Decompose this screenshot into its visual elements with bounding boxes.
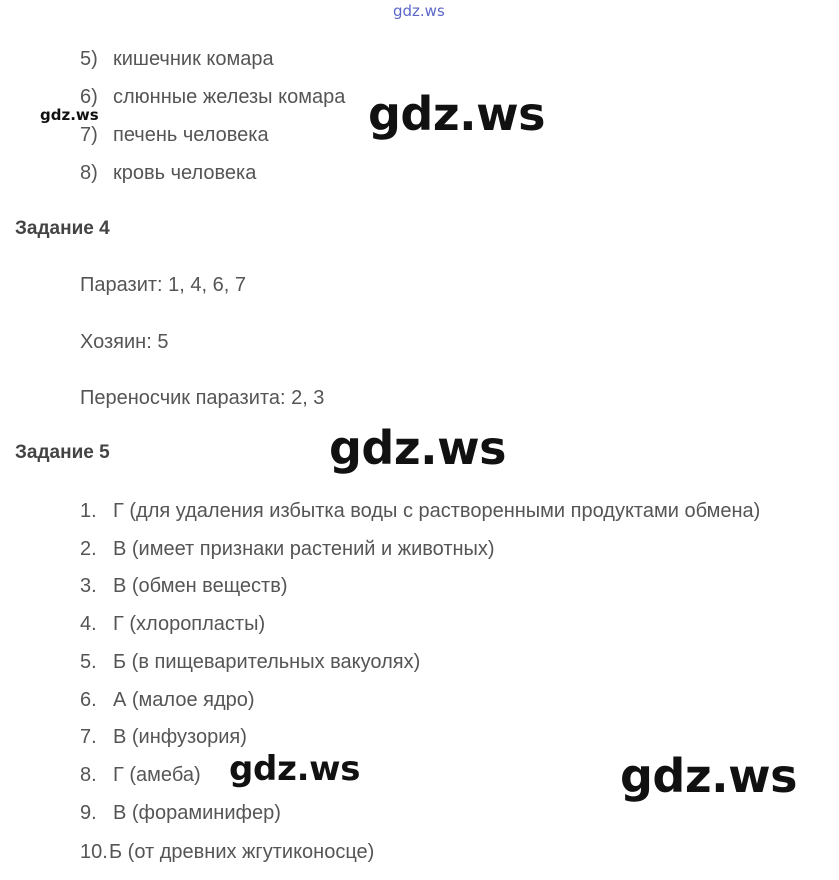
list-item-text: В (инфузория) [113,726,247,748]
list-item [80,85,345,109]
list-item-text: Б (от древних жгутиконосце) [109,841,375,863]
list-item [80,725,247,749]
task4-carrier-line: Переносчик паразита: 2, 3 [80,387,325,409]
list-item-number: 9. [80,802,97,824]
list-item-text: Г (для удаления избытка воды с растворенными продуктами обмена) [113,500,761,522]
list-item-text: слюнные железы комара [113,86,346,108]
list-item-number: 10. [80,841,108,863]
list-item-number: 6. [80,689,97,711]
list-item-number: 8. [80,764,97,786]
list-item-number: 7) [80,124,98,146]
list-item-text: Г (амеба) [113,764,201,786]
list-item [80,612,265,636]
list-item-text: В (обмен веществ) [113,575,288,597]
task4-parasite-line: Паразит: 1, 4, 6, 7 [80,274,246,296]
list-item-text: В (фораминифер) [113,802,281,824]
list-item-number: 5. [80,651,97,673]
task4-heading: Задание 4 [15,218,110,239]
list-item [80,763,201,787]
list-item [80,499,760,523]
list-item-text: Г (хлоропласты) [113,613,266,635]
list-item [80,47,274,71]
list-item [80,688,255,712]
list-item-text: кровь человека [113,162,257,184]
watermark-mid-bottom: gdz.ws [229,749,361,789]
list-item-text: кишечник комара [113,48,274,70]
list-item [80,537,495,561]
watermark-top: gdz.ws [393,2,445,20]
list-item-text: А (малое ядро) [113,689,255,711]
list-item-number: 8) [80,162,98,184]
list-item [80,574,288,598]
list-item [80,801,281,825]
watermark-big-2: gdz.ws [329,421,506,475]
list-item-number: 7. [80,726,97,748]
watermark-small-left: gdz.ws [40,106,99,124]
list-item-text: В (имеет признаки растений и животных) [113,538,495,560]
list-item-text: Б (в пищеварительных вакуолях) [113,651,421,673]
watermark-big-1: gdz.ws [368,87,545,141]
list-item [80,840,374,864]
list-item [80,123,269,147]
list-item-number: 1. [80,500,97,522]
list-item [80,161,256,185]
list-item-number: 4. [80,613,97,635]
list-item [80,650,420,674]
task4-host-line: Хозяин: 5 [80,331,169,353]
watermark-big-bottom-right: gdz.ws [620,749,797,803]
task5-heading: Задание 5 [15,442,110,463]
list-item-number: 2. [80,538,97,560]
list-item-number: 6) [80,86,98,108]
list-item-text: печень человека [113,124,269,146]
list-item-number: 3. [80,575,97,597]
list-item-number: 5) [80,48,98,70]
